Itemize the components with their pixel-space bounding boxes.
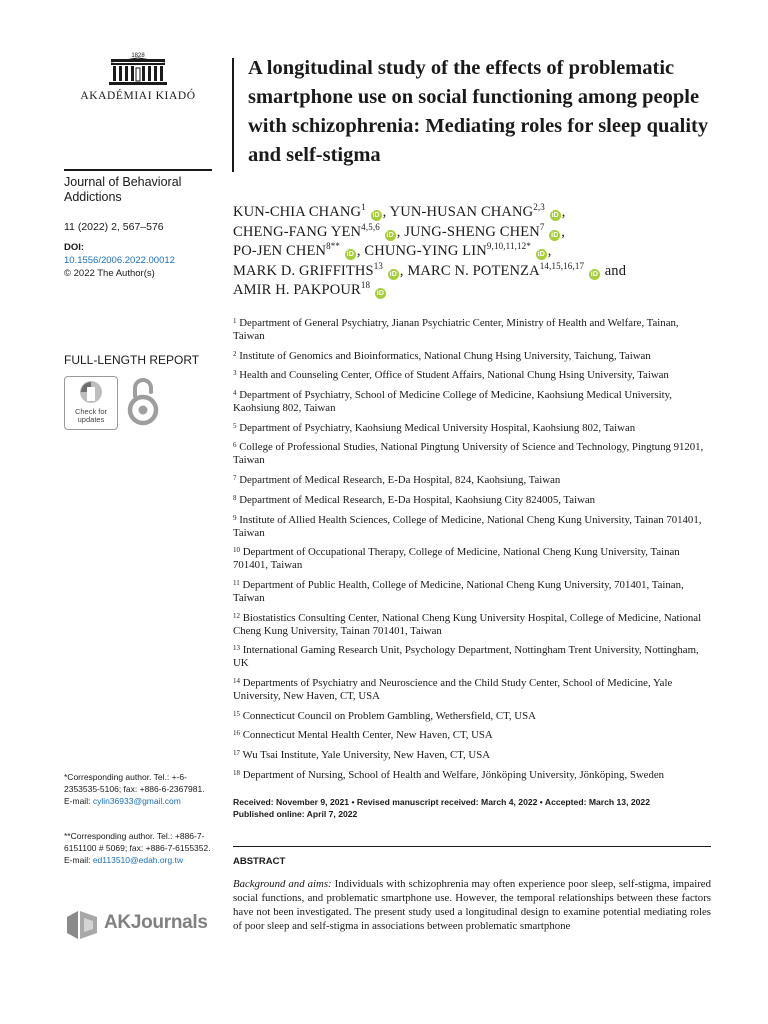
doi-label: DOI: xyxy=(64,242,85,253)
affiliation-text: Department of Medical Research, E-Da Hospital, 824, Kaohsiung, Taiwan xyxy=(239,474,561,487)
affiliation-text: Department of Psychiatry, School of Medicine College of Medicine, Kaohsiung Medical University, Kaohsiung 802, Taiwan xyxy=(233,389,672,415)
abstract-divider xyxy=(233,846,711,847)
affiliation-number: 11 xyxy=(233,578,240,587)
affiliation-text: Connecticut Mental Health Center, New Haven, CT, USA xyxy=(242,729,493,742)
author-affiliation-ref: 2,3 xyxy=(533,202,545,212)
orcid-icon[interactable]: iD xyxy=(537,251,545,258)
author-separator: , xyxy=(356,243,365,259)
author-affiliation-ref: 1 xyxy=(361,202,366,212)
author-name: MARC N. POTENZA xyxy=(407,262,540,279)
doi-link[interactable]: 10.1556/2006.2022.00012 xyxy=(64,255,175,266)
orcid-icon[interactable]: iD xyxy=(389,270,397,278)
affiliation-number: 17 xyxy=(233,749,240,757)
author-name: CHUNG-YING LIN xyxy=(364,243,487,259)
author-separator: , xyxy=(382,204,390,220)
academy-building-icon xyxy=(107,50,169,88)
affiliation-item xyxy=(233,612,711,638)
author-name: YUN-HUSAN CHANG xyxy=(389,204,534,220)
affiliation-number: 4 xyxy=(233,389,237,398)
affiliation-number: 6 xyxy=(233,441,237,450)
affiliation-item xyxy=(233,441,711,467)
badges xyxy=(64,376,184,430)
corresponding-author-1-contact: *Corresponding author. Tel.: +-6-2353535-5106; fax: +886-6-2367981. xyxy=(64,772,205,794)
affiliation-text: Department of Psychiatry, Kaohsiung Medical University Hospital, Kaohsiung 802, Taiwan xyxy=(239,421,636,434)
akjournals-logo xyxy=(64,907,214,943)
author-affiliation-ref: 8** xyxy=(326,241,341,251)
akjournals-wordmark: AKJournals xyxy=(104,912,208,933)
title-bar xyxy=(232,58,234,172)
affiliation-text: Department of General Psychiatry, Jianan Psychiatric Center, Ministry of Health and Welfare, Tainan, Taiwan xyxy=(233,317,679,342)
orcid-icon[interactable]: iD xyxy=(551,231,559,239)
affiliation-number: 2 xyxy=(233,349,237,358)
check-for-updates-badge[interactable] xyxy=(64,376,118,430)
corresponding-author-2 xyxy=(64,830,212,866)
affiliation-text: Wu Tsai Institute, Yale University, New Haven, CT, USA xyxy=(242,749,491,761)
logo-year: 1828 xyxy=(131,53,145,59)
affiliation-number: 10 xyxy=(233,546,240,555)
affiliation-text: Departments of Psychiatry and Neuroscience and the Child Study Center, School of Medicine, Yale University, New Haven, CT, USA xyxy=(233,676,673,702)
affiliation-number: 9 xyxy=(233,513,237,522)
affiliation-text: Institute of Allied Health Sciences, College of Medicine, National Cheng Kung University, Tainan 701401, Taiwan xyxy=(233,513,702,539)
abstract-heading: ABSTRACT xyxy=(233,856,286,867)
affiliation-number: 18 xyxy=(233,768,240,777)
author-affiliation-ref: 4,5,6 xyxy=(361,221,380,232)
affiliation-text: Department of Occupational Therapy, College of Medicine, National Cheng Kung University, Tainan 701401, Taiwan xyxy=(233,546,680,572)
journal-meta xyxy=(64,221,212,280)
publication-dates xyxy=(233,796,713,820)
author-affiliation-ref: 13 xyxy=(373,260,384,271)
affiliation-text: College of Professional Studies, National Pingtung University of Science and Technology, Pingtung 91201, Taiwan xyxy=(233,441,704,467)
author-affiliation-ref: 9,10,11,12* xyxy=(486,241,531,251)
author-separator: , xyxy=(561,204,566,220)
author-name: CHENG-FANG YEN xyxy=(233,223,362,240)
affiliation-number: 7 xyxy=(233,474,237,483)
check-for-updates-icon xyxy=(65,377,117,407)
author-affiliation-ref: 7 xyxy=(539,221,545,232)
affiliation-text: Department of Medical Research, E-Da Hospital, Kaohsiung City 824005, Taiwan xyxy=(239,493,596,506)
affiliation-item xyxy=(233,474,711,487)
report-type: FULL-LENGTH REPORT xyxy=(64,353,200,367)
affiliation-text: International Gaming Research Unit, Psychology Department, Nottingham Trent University, Nottingham, UK xyxy=(233,644,699,670)
orcid-icon[interactable]: iD xyxy=(372,212,380,219)
affiliation-item xyxy=(233,514,711,540)
affiliation-text: Health and Counseling Center, Office of Student Affairs, National Chung Hsing University, Taiwan xyxy=(239,369,669,382)
received-accepted-dates: Received: November 9, 2021 • Revised manuscript received: March 4, 2022 • Accepted: March 13, 2022 xyxy=(233,797,650,807)
affiliation-number: 13 xyxy=(233,644,240,653)
affiliation-number: 3 xyxy=(233,369,237,378)
email-link-1[interactable]: cylin36933@gmail.com xyxy=(92,796,181,806)
abstract-text: Individuals with schizophrenia may often experience poor sleep, self-stigma, impaired social functions, and problematic smartphone use. However, the temporal relationships between these factors have not been investigated. The present study used a longitudinal design to examine potential mediating roles of poor sleep and self-stigma in associations between problematic smartphone xyxy=(233,878,711,932)
affiliation-item xyxy=(233,350,711,363)
orcid-icon[interactable]: iD xyxy=(551,212,559,219)
affiliation-number: 14 xyxy=(233,676,240,685)
author-separator: , xyxy=(561,223,566,240)
open-access-icon xyxy=(126,376,160,428)
affiliation-item xyxy=(233,317,711,343)
author-separator: and xyxy=(600,262,627,279)
affiliation-item xyxy=(233,369,711,382)
orcid-icon[interactable]: iD xyxy=(386,231,394,239)
email-label: E-mail: xyxy=(64,855,93,865)
orcid-icon[interactable]: iD xyxy=(590,270,599,278)
author-name: AMIR H. PAKPOUR xyxy=(233,282,361,298)
affiliation-item xyxy=(233,494,711,507)
orcid-icon[interactable]: iD xyxy=(346,251,354,258)
affiliation-list xyxy=(233,317,711,788)
abstract-lead: Background and aims: xyxy=(233,878,332,890)
akjournals-icon xyxy=(64,907,100,943)
affiliation-number: 5 xyxy=(233,421,237,430)
affiliation-item xyxy=(233,644,711,670)
affiliation-item xyxy=(233,389,711,415)
affiliation-number: 16 xyxy=(233,729,240,738)
affiliation-text: Institute of Genomics and Bioinformatics, National Chung Hsing University, Taichung, Taiwan xyxy=(239,349,651,362)
author-name: PO-JEN CHEN xyxy=(233,243,327,259)
publisher-logo xyxy=(64,50,212,88)
author-affiliation-ref: 14,15,16,17 xyxy=(539,260,585,271)
article-title: A longitudinal study of the effects of problematic smartphone use on social functioning among people with schizophrenia: Mediating roles for sleep quality and self-stigma xyxy=(248,57,709,166)
email-link-2[interactable]: ed113510@edah.org.tw xyxy=(92,855,184,865)
affiliation-text: Department of Nursing, School of Health and Welfare, Jönköping University, Jönköping, Sweden xyxy=(242,768,665,781)
affiliation-item xyxy=(233,546,711,572)
affiliation-item xyxy=(233,579,711,605)
affiliation-text: Biostatistics Consulting Center, National Cheng Kung University Hospital, College of Medicine, National Cheng Kung University, Tainan 701401, Taiwan xyxy=(233,611,702,637)
author-list xyxy=(233,203,723,301)
affiliation-item xyxy=(233,729,711,742)
author-separator: , xyxy=(547,243,552,259)
affiliation-item xyxy=(233,749,711,762)
journal-name: Journal of Behavioral Addictions xyxy=(64,175,182,204)
orcid-icon[interactable]: iD xyxy=(376,290,385,297)
affiliation-text: Connecticut Council on Problem Gambling, Wethersfield, CT, USA xyxy=(242,709,536,722)
author-name: MARK D. GRIFFITHS xyxy=(233,262,374,279)
affiliation-text: Department of Public Health, College of Medicine, National Cheng Kung University, 701401, Tainan, Taiwan xyxy=(233,578,684,604)
affiliation-number: 12 xyxy=(233,611,240,620)
author-separator: , xyxy=(396,223,405,240)
author-name: JUNG-SHENG CHEN xyxy=(404,223,540,240)
check-for-updates-label: Check for updates xyxy=(74,407,108,424)
author-name: KUN-CHIA CHANG xyxy=(233,204,362,220)
affiliation-number: 8 xyxy=(233,493,237,502)
affiliation-number: 1 xyxy=(233,317,237,325)
sidebar-divider xyxy=(64,169,212,171)
author-separator: , xyxy=(399,262,408,279)
publisher-block xyxy=(64,50,212,102)
affiliation-item xyxy=(233,710,711,723)
affiliation-number: 15 xyxy=(233,709,240,718)
author-affiliation-ref: 18 xyxy=(360,280,371,290)
email-label: E-mail: xyxy=(64,796,93,806)
affiliation-item xyxy=(233,769,711,782)
affiliation-item xyxy=(233,677,711,703)
corresponding-author-1 xyxy=(64,771,212,807)
abstract-body xyxy=(233,877,711,933)
affiliation-item xyxy=(233,422,711,435)
published-online-date: Published online: April 7, 2022 xyxy=(233,809,358,819)
publisher-name: AKADÉMIAI KIADÓ xyxy=(80,90,196,102)
volume-line: 11 (2022) 2, 567–576 xyxy=(64,221,164,233)
corresponding-author-2-contact: **Corresponding author. Tel.: +886-7-6151100 # 5069; fax: +886-7-6155352. xyxy=(64,831,211,853)
copyright: © 2022 The Author(s) xyxy=(64,268,155,279)
